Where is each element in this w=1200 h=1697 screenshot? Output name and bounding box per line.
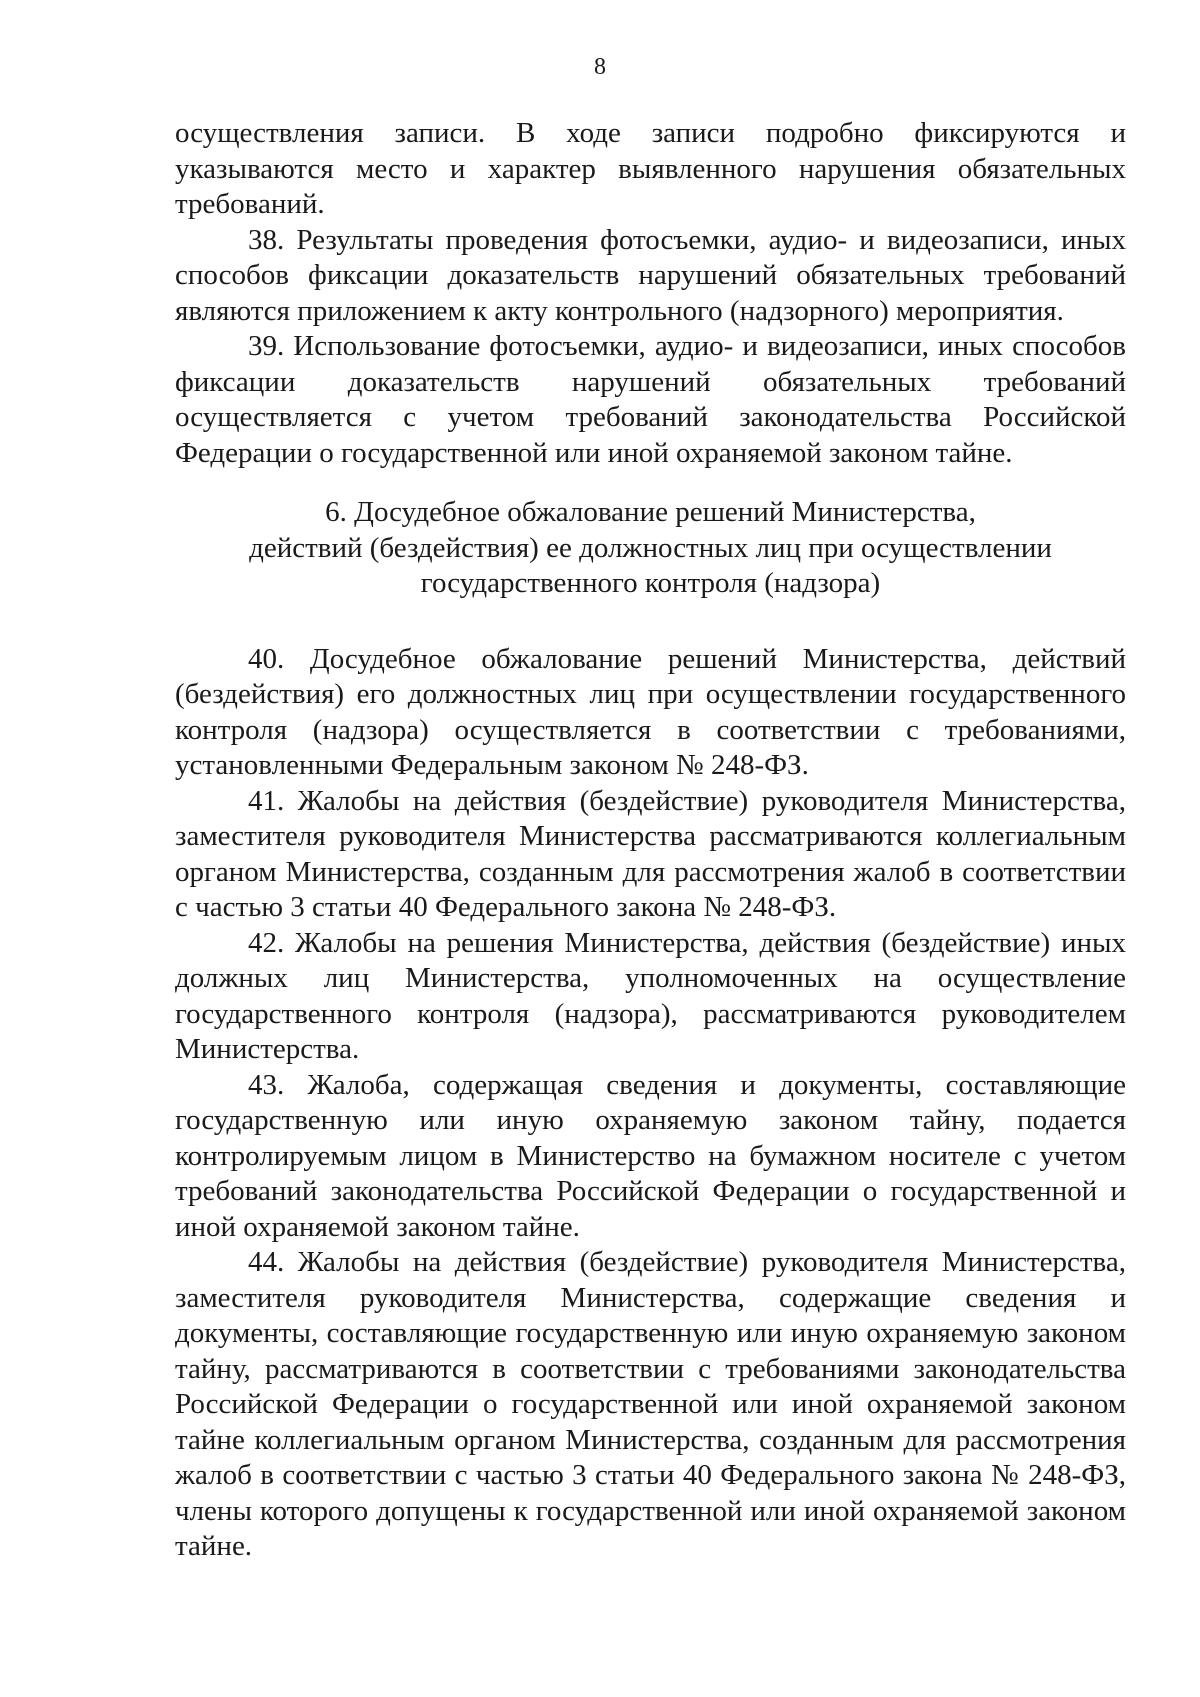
section-heading-line-3: государственного контроля (надзора) bbox=[420, 567, 881, 599]
paragraph-41: 41. Жалобы на действия (бездействие) руководителя Министерства, заместителя руководителя Министерства рассматриваются коллегиальным органом Министерства, созданным для рассмотрения жалоб в соответствии с частью 3 статьи 40 Федерального закона № 248-ФЗ. bbox=[175, 784, 1126, 923]
paragraph-44: 44. Жалобы на действия (бездействие) руководителя Министерства, заместителя руководителя Министерства, содержащие сведения и документы, составляющие государственную или иную охраняемую законом тайну, рассматриваются в соответствии с требованиями законодательства Российской Федерации о государственной или иной охраняемой законом тайне коллегиальным органом Министерства, созданным для рассмотрения жалоб в соответствии с частью 3 статьи 40 Федерального закона № 248-ФЗ, члены которого допущены к государственной или иной охраняемой законом тайне. bbox=[175, 1246, 1126, 1562]
section-heading bbox=[175, 495, 1126, 602]
paragraph-43: 43. Жалоба, содержащая сведения и документы, составляющие государственную или иную охраняемую законом тайну, подается контролируемым лицом в Министерство на бумажном носителе с учетом требований законодательства Российской Федерации о государственной и иной охраняемой законом тайне. bbox=[175, 1068, 1126, 1243]
section-heading-line-1: 6. Досудебное обжалование решений Министерства, bbox=[325, 496, 976, 528]
paragraph-42: 42. Жалобы на решения Министерства, действия (бездействие) иных должных лиц Министерства, уполномоченных на осуществление государственного контроля (надзора), рассматриваются руководителем Министерства. bbox=[175, 926, 1126, 1065]
document-body bbox=[175, 116, 1126, 1565]
paragraph-continuation: осуществления записи. В ходе записи подробно фиксируются и указываются место и характер выявленного нарушения обязательных требований. bbox=[175, 117, 1126, 220]
section-heading-line-2: действий (бездействия) ее должностных лиц при осуществлении bbox=[249, 531, 1052, 564]
paragraph-39: 39. Использование фотосъемки, аудио- и видеозаписи, иных способов фиксации доказательств нарушений обязательных требований осуществляется с учетом требований законодательства Российской Федерации о государственной или иной охраняемой законом тайне. bbox=[175, 330, 1126, 469]
paragraph-40: 40. Досудебное обжалование решений Министерства, действий (бездействия) его должностных лиц при осуществлении государственного контроля (надзора) осуществляется в соответствии с требованиями, установленными Федеральным законом № 248-ФЗ. bbox=[175, 642, 1126, 781]
paragraph-38: 38. Результаты проведения фотосъемки, аудио- и видеозаписи, иных способов фиксации доказательств нарушений обязательных требований являются приложением к акту контрольного (надзорного) мероприятия. bbox=[175, 223, 1126, 327]
page-number: 8 bbox=[594, 54, 606, 80]
